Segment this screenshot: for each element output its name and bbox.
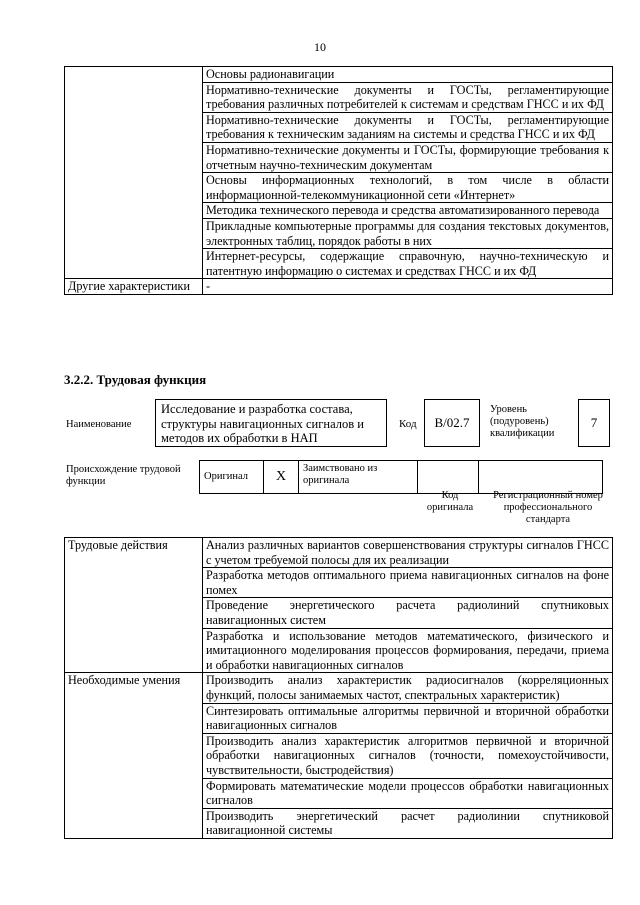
level-box: 7 <box>578 399 610 447</box>
registration-number-caption: Регистрационный номер профессионального стандарта <box>493 490 603 525</box>
table-cell: Производить анализ характеристик радиосигналов (корреляционных функций, полосы занимаемых частот, спектральных характеристик) <box>203 673 613 703</box>
table-cell: Прикладные компьютерные программы для создания текстовых документов, электронных таблиц, порядок работы в них <box>203 218 613 248</box>
table-cell: Разработка и использование методов математического, физического и имитационного моделирования процессов формирования, передачи, приема и обработки навигационных сигналов <box>203 628 613 673</box>
other-characteristics-label: Другие характеристики <box>65 279 203 295</box>
table-cell: Интернет-ресурсы, содержащие справочную, научно-техническую и патентную информацию о системах и средствах ГНСС и их ФД <box>203 249 613 279</box>
function-code-box: B/02.7 <box>424 399 480 447</box>
table-cell: Производить анализ характеристик алгоритмов первичной и вторичной обработки навигационных сигналов (точности, помехоустойчивости, чувствительности, быстродействия) <box>203 733 613 778</box>
section-title: 3.2.2. Трудовая функция <box>64 372 207 387</box>
table-cell: Основы информационных технологий, в том числе в области информационной-телекоммуникационной сети «Интернет» <box>203 173 613 203</box>
table-cell: Нормативно-технические документы и ГОСТы, регламентирующие требования различных потребителей к системам и средствам ГНСС и их ФД <box>203 82 613 112</box>
other-characteristics-value: - <box>203 279 613 295</box>
name-label: Наименование <box>66 419 132 430</box>
table-row <box>65 673 613 703</box>
table-cell: Проведение энергетического расчета радиолиний спутниковых навигационных систем <box>203 598 613 628</box>
table-row <box>200 461 603 494</box>
table-row <box>65 279 613 295</box>
table-cell: Формировать математические модели процессов обработки навигационных сигналов <box>203 778 613 808</box>
table-cell: Производить энергетический расчет радиолинии спутниковой навигационной системы <box>203 808 613 838</box>
level-label: Уровень (подуровень) квалификации <box>490 404 555 439</box>
original-label: Оригинал <box>200 461 264 494</box>
registration-number-cell <box>479 461 603 494</box>
original-mark: X <box>264 461 299 494</box>
original-code-cell <box>418 461 479 494</box>
table-cell: Разработка методов оптимального приема навигационных сигналов на фоне помех <box>203 568 613 598</box>
table-cell: Нормативно-технические документы и ГОСТы, формирующие требования к отчетным научно-техническим документам <box>203 142 613 172</box>
origin-label: Происхождение трудовой функции <box>66 464 181 487</box>
original-code-caption: Код оригинала <box>426 490 474 513</box>
labor-function-table <box>64 537 613 839</box>
table-row <box>65 67 613 83</box>
table-row <box>65 538 613 568</box>
borrowed-label: Заимствовано из оригинала <box>299 461 418 494</box>
page-number: 10 <box>314 40 326 54</box>
knowledge-table-continued <box>64 66 613 295</box>
required-skills-label: Необходимые умения <box>65 673 203 839</box>
labor-actions-label: Трудовые действия <box>65 538 203 673</box>
origin-table <box>199 460 603 494</box>
table-cell: Анализ различных вариантов совершенствования структуры сигналов ГНСС с учетом требуемой полосы для их реализации <box>203 538 613 568</box>
table-cell: Основы радионавигации <box>203 67 613 83</box>
table-cell: Синтезировать оптимальные алгоритмы первичной и вторичной обработки навигационных сигналов <box>203 703 613 733</box>
table-cell: Методика технического перевода и средства автоматизированного перевода <box>203 203 613 219</box>
table-cell: Нормативно-технические документы и ГОСТы, регламентирующие требования к техническим заданиям на системы и средства ГНСС и их ФД <box>203 112 613 142</box>
code-label: Код <box>399 418 417 430</box>
empty-label-cell <box>65 67 203 279</box>
function-name-box: Исследование и разработка состава, структуры навигационных сигналов и методов их обработки в НАП <box>155 399 387 447</box>
